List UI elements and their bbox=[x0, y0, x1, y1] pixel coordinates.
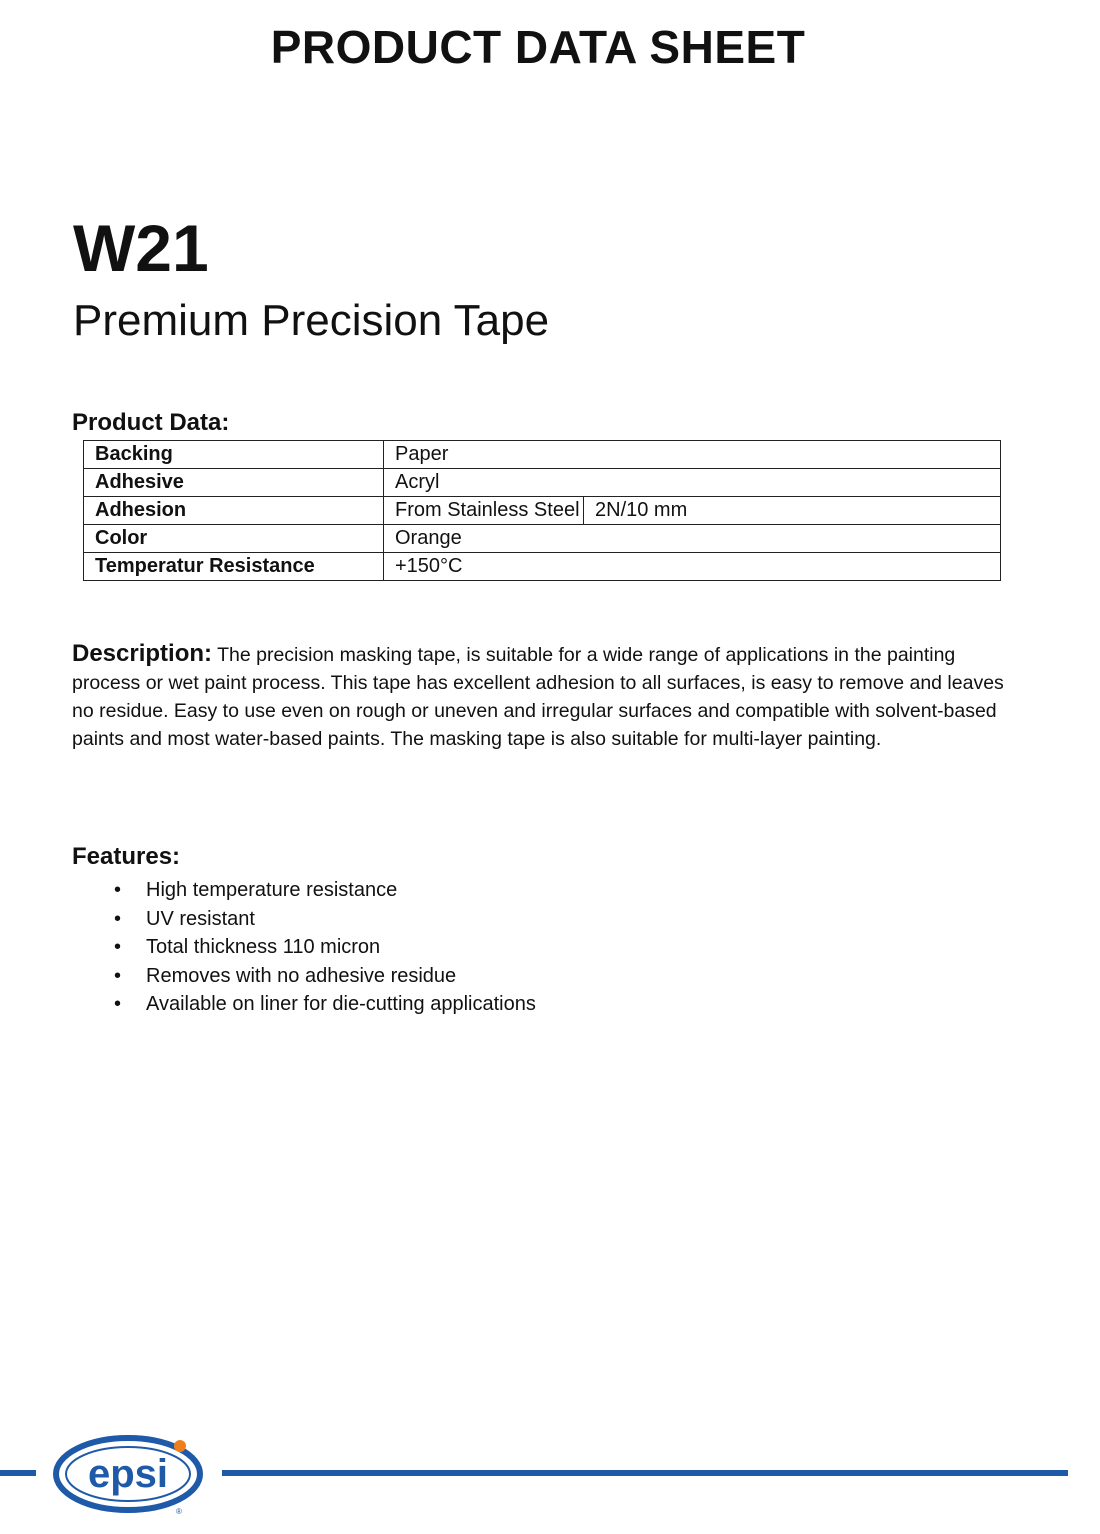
logo-wordmark: epsi bbox=[87, 1452, 169, 1496]
table-row bbox=[84, 553, 1001, 581]
row-value: From Stainless Steel bbox=[384, 497, 584, 525]
row-value: Paper bbox=[384, 441, 1001, 469]
description-text: The precision masking tape, is suitable for a wide range of applications in the painting process or wet paint process. This tape has excellent adhesion to all surfaces, is easy to remove and leaves no residue. Easy to use even on rough or uneven and irregular surfaces and compatible with solvent-based paints and most water-based paints. The masking tape is also suitable for multi-layer painting. bbox=[72, 644, 1004, 750]
product-data-table bbox=[83, 440, 1001, 581]
feature-text: UV resistant bbox=[146, 907, 255, 930]
feature-text: High temperature resistance bbox=[146, 879, 398, 901]
list-item bbox=[72, 933, 536, 962]
row-label: Backing bbox=[84, 441, 384, 469]
bullet-icon: • bbox=[114, 936, 122, 959]
footer-rule-right bbox=[222, 1470, 1068, 1476]
bullet-icon: • bbox=[114, 879, 122, 901]
product-code: W21 bbox=[73, 211, 209, 285]
table-row bbox=[84, 469, 1001, 497]
table-row bbox=[84, 441, 1001, 469]
feature-text: Removes with no adhesive residue bbox=[146, 964, 457, 987]
list-item bbox=[72, 990, 536, 1019]
row-value: Orange bbox=[384, 525, 1001, 553]
list-item bbox=[72, 962, 536, 991]
row-value: +150°C bbox=[384, 553, 1001, 581]
row-label: Temperatur Resistance bbox=[84, 553, 384, 581]
row-value: Acryl bbox=[384, 469, 1001, 497]
features-list bbox=[72, 876, 536, 1019]
description-heading: Description: bbox=[72, 640, 213, 667]
row-label: Adhesion bbox=[84, 497, 384, 525]
table-row bbox=[84, 525, 1001, 553]
row-label: Adhesive bbox=[84, 469, 384, 497]
epsi-logo bbox=[50, 1432, 210, 1518]
logo-dot-icon bbox=[174, 1440, 186, 1452]
footer-rule-left bbox=[0, 1470, 36, 1476]
features-heading: Features: bbox=[72, 843, 181, 870]
bullet-icon: • bbox=[114, 964, 122, 987]
page-title: PRODUCT DATA SHEET bbox=[270, 21, 806, 73]
table-row bbox=[84, 497, 1001, 525]
bullet-icon: • bbox=[114, 907, 122, 930]
row-value-secondary: 2N/10 mm bbox=[584, 497, 1001, 525]
product-name: Premium Precision Tape bbox=[73, 296, 550, 345]
list-item bbox=[72, 876, 536, 905]
row-label: Color bbox=[84, 525, 384, 553]
description-section bbox=[72, 640, 1012, 753]
registered-mark: ® bbox=[176, 1507, 182, 1516]
feature-text: Total thickness 110 micron bbox=[146, 936, 381, 959]
bullet-icon: • bbox=[114, 993, 122, 1016]
list-item bbox=[72, 905, 536, 934]
product-data-heading: Product Data: bbox=[72, 409, 230, 436]
feature-text: Available on liner for die-cutting applications bbox=[146, 993, 536, 1016]
